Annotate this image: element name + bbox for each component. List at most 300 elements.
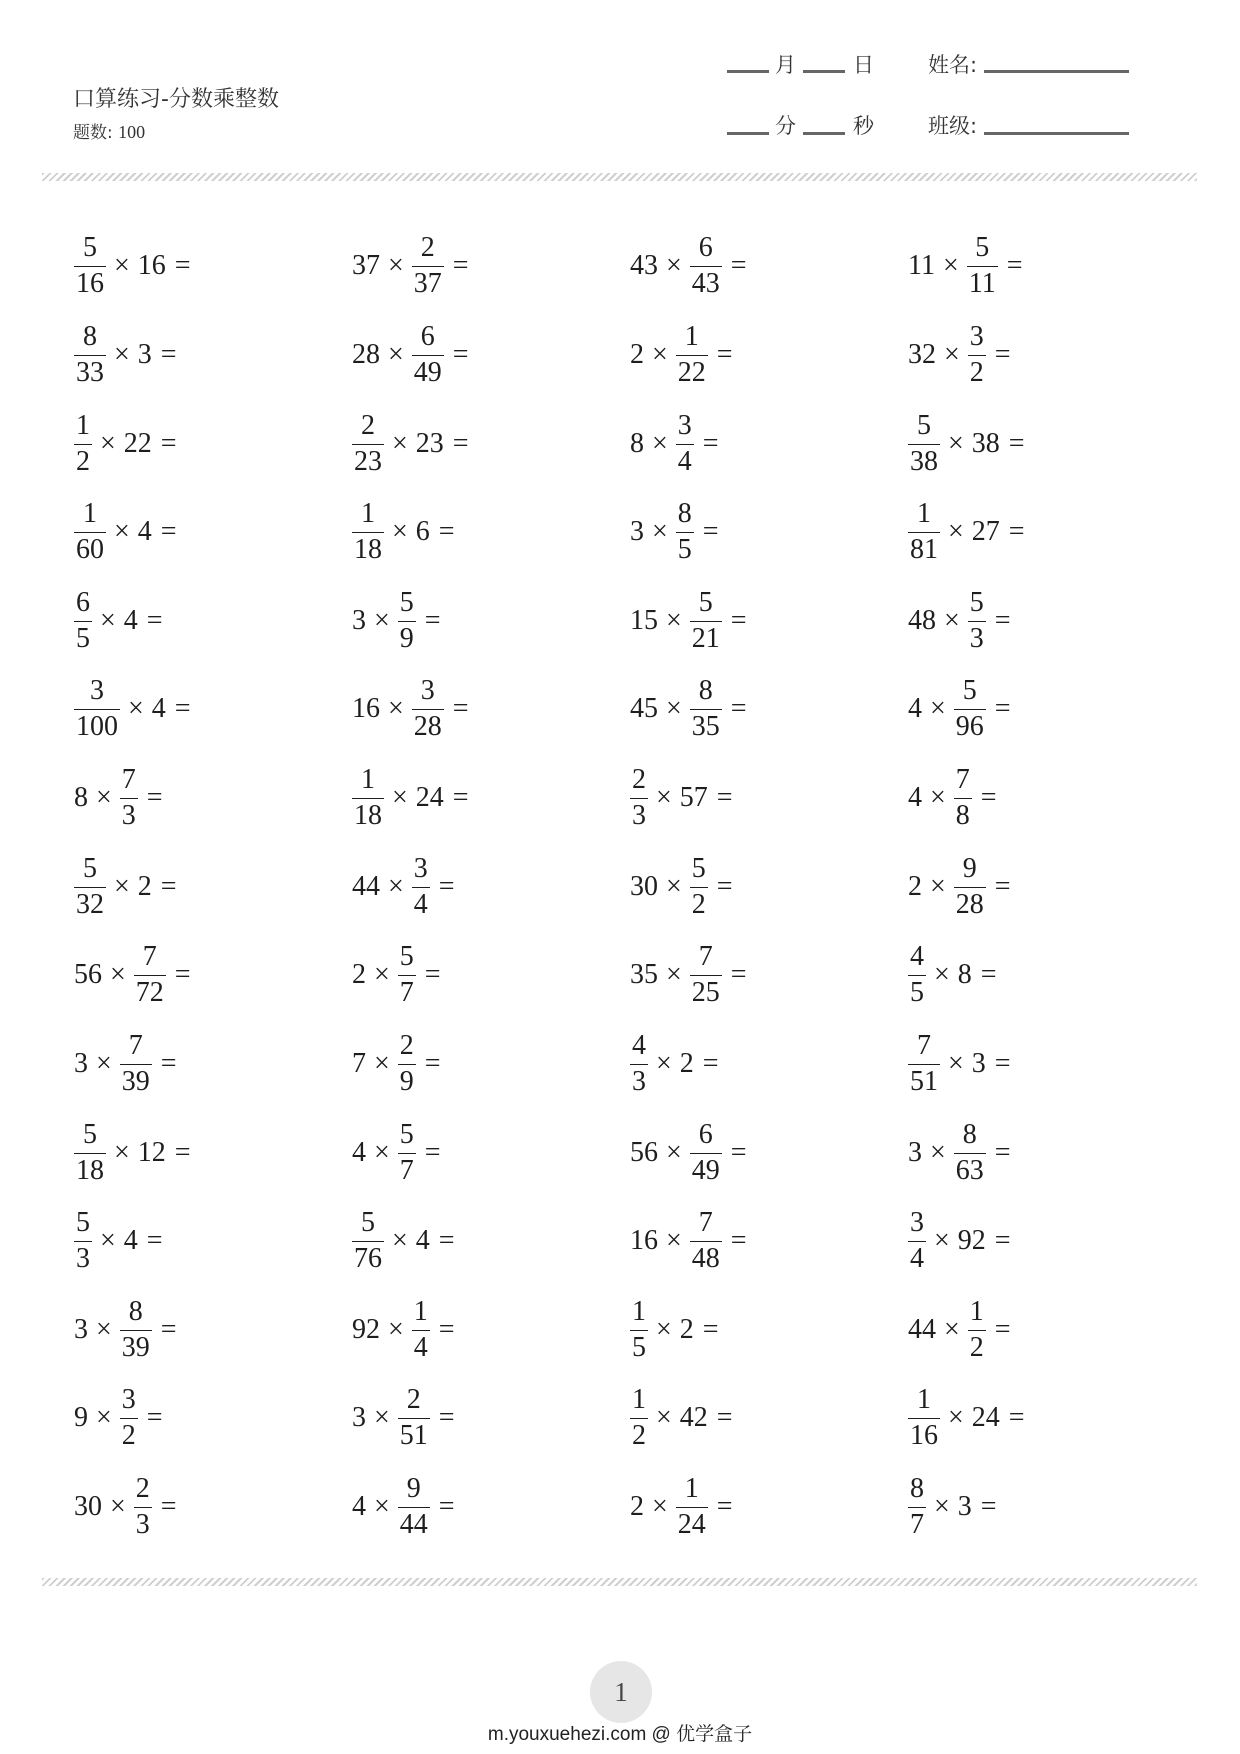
numerator: 2 (420, 232, 435, 264)
integer: 3 (352, 604, 366, 636)
problem (908, 488, 1186, 577)
fraction (398, 943, 416, 1007)
question-count-value: 100 (118, 122, 146, 142)
bottom-divider (42, 1578, 1197, 1586)
equals-sign: = (716, 338, 733, 370)
fraction (134, 943, 166, 1007)
times-sign: × (948, 1402, 964, 1434)
second-label: 秒 (853, 114, 874, 138)
fraction (676, 500, 694, 564)
times-sign: × (948, 516, 964, 548)
problem (74, 842, 352, 931)
denominator: 43 (691, 268, 720, 300)
integer: 4 (352, 1491, 366, 1523)
equals-sign: = (980, 959, 997, 991)
integer: 2 (679, 1313, 694, 1345)
denominator: 76 (354, 1243, 382, 1275)
times-sign: × (666, 1225, 682, 1257)
problem (630, 665, 908, 754)
times-sign: × (652, 338, 668, 370)
denominator: 3 (632, 800, 646, 832)
numerator: 5 (83, 852, 97, 884)
day-label: 日 (853, 53, 874, 77)
problem (74, 1197, 352, 1286)
class-blank (984, 132, 1129, 135)
second-blank (803, 132, 845, 135)
numerator: 1 (632, 1384, 646, 1416)
times-sign: × (96, 782, 112, 814)
problem (630, 1197, 908, 1286)
times-sign: × (392, 1225, 408, 1257)
month-blank (727, 70, 769, 73)
times-sign: × (666, 604, 682, 636)
numerator: 1 (361, 764, 375, 796)
equals-sign: = (424, 1136, 441, 1168)
times-sign: × (100, 1225, 116, 1257)
problem (630, 1020, 908, 1109)
problem (630, 1374, 908, 1463)
equals-sign: = (424, 959, 441, 991)
integer: 92 (957, 1225, 986, 1257)
integer: 43 (630, 250, 658, 282)
integer: 45 (630, 693, 658, 725)
numerator: 2 (632, 764, 646, 796)
times-sign: × (100, 604, 116, 636)
equals-sign: = (730, 250, 747, 282)
question-count-label: 题数: (73, 123, 113, 143)
numerator: 1 (917, 498, 931, 530)
times-sign: × (934, 1491, 950, 1523)
numerator: 6 (420, 320, 435, 352)
equals-sign: = (994, 1225, 1011, 1257)
equals-sign: = (424, 1047, 441, 1079)
times-sign: × (652, 1491, 668, 1523)
equals-sign: = (438, 516, 455, 548)
equals-sign: = (730, 604, 747, 636)
equals-sign: = (1006, 250, 1023, 282)
equals-sign: = (452, 338, 469, 370)
numerator: 3 (969, 320, 984, 352)
denominator: 11 (968, 268, 996, 300)
name-label: 姓名: (928, 53, 978, 77)
denominator: 72 (135, 977, 164, 1009)
times-sign: × (666, 1136, 682, 1168)
times-sign: × (114, 338, 130, 370)
fraction (968, 320, 986, 388)
problem (74, 311, 352, 400)
month-label: 月 (775, 53, 796, 77)
numerator: 2 (135, 1473, 150, 1505)
numerator: 8 (83, 320, 97, 352)
problem (908, 1374, 1186, 1463)
integer: 27 (971, 516, 1000, 548)
equals-sign: = (160, 870, 177, 902)
numerator: 2 (406, 1384, 421, 1416)
integer: 8 (957, 959, 972, 991)
problem (74, 931, 352, 1020)
fraction (134, 1475, 152, 1539)
denominator: 28 (955, 888, 984, 920)
denominator: 81 (910, 534, 938, 566)
denominator: 3 (632, 1065, 646, 1097)
denominator: 4 (677, 445, 692, 477)
numerator: 3 (677, 409, 692, 441)
times-sign: × (666, 693, 682, 725)
denominator: 2 (121, 1420, 136, 1452)
integer: 4 (137, 516, 152, 548)
times-sign: × (388, 338, 404, 370)
integer: 22 (123, 427, 152, 459)
integer: 3 (908, 1136, 922, 1168)
fraction (954, 766, 972, 830)
equals-sign: = (702, 1047, 719, 1079)
problem (908, 1286, 1186, 1375)
problem (630, 311, 908, 400)
problem (74, 1463, 352, 1552)
fraction (398, 1029, 416, 1097)
problem (74, 577, 352, 666)
fraction (120, 766, 138, 830)
numerator: 8 (677, 498, 692, 530)
problem (908, 754, 1186, 843)
numerator: 1 (917, 1384, 931, 1416)
equals-sign: = (174, 1136, 191, 1168)
numerator: 3 (121, 1384, 136, 1416)
integer: 57 (679, 782, 708, 814)
denominator: 44 (399, 1509, 428, 1541)
integer: 3 (74, 1047, 88, 1079)
problem (352, 577, 630, 666)
denominator: 3 (969, 622, 984, 654)
equals-sign: = (438, 1491, 455, 1523)
fraction (690, 943, 722, 1007)
equals-sign: = (174, 693, 191, 725)
integer: 8 (74, 782, 88, 814)
fraction (352, 409, 384, 477)
numerator: 5 (691, 852, 706, 884)
integer: 2 (630, 338, 644, 370)
fraction (412, 852, 430, 920)
page-number: 1 (590, 1661, 652, 1723)
times-sign: × (374, 1402, 390, 1434)
denominator: 18 (76, 1154, 104, 1186)
denominator: 3 (121, 800, 136, 832)
fraction (908, 500, 940, 564)
problem (352, 1020, 630, 1109)
numerator: 1 (684, 320, 699, 352)
numerator: 2 (399, 1029, 414, 1061)
integer: 44 (908, 1313, 936, 1345)
integer: 4 (908, 693, 922, 725)
problem (630, 754, 908, 843)
denominator: 3 (76, 1243, 90, 1275)
numerator: 7 (698, 1207, 713, 1239)
numerator: 5 (698, 586, 713, 618)
name-blank (984, 70, 1129, 73)
problem (74, 399, 352, 488)
numerator: 1 (83, 498, 97, 530)
equals-sign: = (1008, 1402, 1025, 1434)
denominator: 51 (910, 1065, 938, 1097)
denominator: 96 (955, 711, 984, 743)
denominator: 5 (910, 977, 924, 1009)
fraction (908, 1209, 926, 1273)
integer: 32 (908, 338, 936, 370)
equals-sign: = (980, 1491, 997, 1523)
fraction (676, 320, 708, 388)
numerator: 3 (413, 852, 428, 884)
denominator: 49 (413, 356, 442, 388)
denominator: 25 (691, 977, 720, 1009)
equals-sign: = (452, 250, 469, 282)
integer: 37 (352, 250, 380, 282)
integer: 42 (679, 1402, 708, 1434)
times-sign: × (114, 516, 130, 548)
integer: 4 (908, 782, 922, 814)
times-sign: × (388, 1313, 404, 1345)
integer: 92 (352, 1313, 380, 1345)
numerator: 5 (399, 1118, 414, 1150)
fraction (690, 586, 722, 654)
integer: 16 (630, 1225, 658, 1257)
fraction (74, 234, 106, 298)
problem (908, 1197, 1186, 1286)
numerator: 8 (910, 1473, 924, 1505)
equals-sign: = (994, 693, 1011, 725)
equals-sign: = (716, 782, 733, 814)
fraction (908, 943, 926, 1007)
times-sign: × (114, 250, 130, 282)
problem (908, 931, 1186, 1020)
problem (908, 222, 1186, 311)
times-sign: × (114, 870, 130, 902)
times-sign: × (392, 782, 408, 814)
fraction (398, 1118, 416, 1186)
problem (352, 488, 630, 577)
numerator: 1 (684, 1473, 699, 1505)
denominator: 32 (76, 888, 104, 920)
integer: 7 (352, 1047, 366, 1079)
problem (352, 1286, 630, 1375)
numerator: 6 (698, 232, 713, 264)
equals-sign: = (438, 1225, 455, 1257)
equals-sign: = (174, 250, 191, 282)
integer: 8 (630, 427, 644, 459)
equals-sign: = (730, 1225, 747, 1257)
denominator: 49 (691, 1154, 720, 1186)
equals-sign: = (994, 338, 1011, 370)
numerator: 4 (910, 941, 924, 973)
fraction (908, 409, 940, 477)
equals-sign: = (146, 782, 163, 814)
integer: 4 (352, 1136, 366, 1168)
problem (630, 577, 908, 666)
denominator: 39 (121, 1065, 150, 1097)
integer: 12 (137, 1136, 166, 1168)
problem (352, 222, 630, 311)
numerator: 3 (420, 675, 435, 707)
integer: 28 (352, 338, 380, 370)
problem (908, 842, 1186, 931)
fraction (352, 500, 384, 564)
numerator: 1 (632, 1295, 646, 1327)
problem (352, 1374, 630, 1463)
times-sign: × (110, 959, 126, 991)
integer: 4 (123, 604, 138, 636)
times-sign: × (930, 693, 946, 725)
integer: 4 (151, 693, 166, 725)
times-sign: × (388, 693, 404, 725)
integer: 56 (74, 959, 102, 991)
denominator: 16 (910, 1420, 938, 1452)
problem (352, 311, 630, 400)
integer: 2 (352, 959, 366, 991)
equals-sign: = (994, 604, 1011, 636)
fraction (120, 1295, 152, 1363)
numerator: 7 (698, 941, 713, 973)
fraction (352, 1209, 384, 1273)
times-sign: × (656, 782, 672, 814)
equals-sign: = (424, 604, 441, 636)
numerator: 1 (361, 498, 375, 530)
times-sign: × (944, 338, 960, 370)
numerator: 5 (399, 941, 414, 973)
equals-sign: = (716, 1491, 733, 1523)
problem (630, 842, 908, 931)
problem (908, 577, 1186, 666)
times-sign: × (930, 870, 946, 902)
times-sign: × (96, 1402, 112, 1434)
fraction (630, 1386, 648, 1450)
denominator: 37 (413, 268, 442, 300)
equals-sign: = (716, 1402, 733, 1434)
equals-sign: = (730, 1136, 747, 1168)
denominator: 3 (135, 1509, 150, 1541)
integer: 3 (957, 1491, 972, 1523)
numerator: 1 (76, 409, 90, 441)
times-sign: × (388, 870, 404, 902)
fraction (412, 234, 444, 298)
equals-sign: = (452, 693, 469, 725)
fraction (954, 852, 986, 920)
denominator: 28 (413, 711, 442, 743)
problem (908, 399, 1186, 488)
equals-sign: = (174, 959, 191, 991)
denominator: 9 (399, 622, 414, 654)
question-count (73, 121, 145, 144)
times-sign: × (944, 604, 960, 636)
times-sign: × (374, 604, 390, 636)
fraction (74, 1209, 92, 1273)
denominator: 18 (354, 800, 382, 832)
times-sign: × (652, 427, 668, 459)
denominator: 21 (691, 622, 720, 654)
times-sign: × (392, 516, 408, 548)
denominator: 5 (632, 1331, 646, 1363)
fraction (954, 677, 986, 741)
times-sign: × (100, 427, 116, 459)
numerator: 1 (969, 1295, 984, 1327)
denominator: 7 (399, 977, 414, 1009)
integer: 2 (679, 1047, 694, 1079)
problem (352, 754, 630, 843)
equals-sign: = (438, 1313, 455, 1345)
numerator: 6 (76, 586, 90, 618)
class-label: 班级: (928, 114, 978, 138)
numerator: 9 (962, 852, 977, 884)
fraction (74, 320, 106, 388)
equals-sign: = (160, 516, 177, 548)
minute-label: 分 (775, 114, 796, 138)
denominator: 24 (677, 1509, 706, 1541)
equals-sign: = (160, 1491, 177, 1523)
integer: 11 (908, 250, 935, 282)
problem (74, 1020, 352, 1109)
denominator: 7 (910, 1509, 924, 1541)
denominator: 22 (677, 356, 706, 388)
times-sign: × (656, 1313, 672, 1345)
times-sign: × (652, 516, 668, 548)
equals-sign: = (146, 1225, 163, 1257)
equals-sign: = (160, 427, 177, 459)
times-sign: × (948, 427, 964, 459)
fraction (690, 234, 722, 298)
denominator: 5 (76, 622, 90, 654)
denominator: 4 (413, 888, 428, 920)
integer: 6 (415, 516, 430, 548)
equals-sign: = (994, 1313, 1011, 1345)
numerator: 5 (969, 586, 984, 618)
equals-sign: = (452, 782, 469, 814)
numerator: 5 (361, 1207, 375, 1239)
numerator: 5 (76, 1207, 90, 1239)
integer: 48 (908, 604, 936, 636)
fraction (74, 852, 106, 920)
problem (74, 1286, 352, 1375)
numerator: 7 (142, 941, 157, 973)
equals-sign: = (716, 870, 733, 902)
times-sign: × (96, 1047, 112, 1079)
fraction (74, 1118, 106, 1186)
numerator: 7 (128, 1029, 143, 1061)
equals-sign: = (1008, 516, 1025, 548)
top-divider (42, 173, 1197, 181)
denominator: 48 (691, 1243, 720, 1275)
fraction (968, 1295, 986, 1363)
equals-sign: = (146, 604, 163, 636)
times-sign: × (934, 1225, 950, 1257)
integer: 3 (971, 1047, 986, 1079)
denominator: 5 (677, 534, 692, 566)
denominator: 63 (955, 1154, 984, 1186)
times-sign: × (930, 1136, 946, 1168)
integer: 16 (137, 250, 166, 282)
integer: 35 (630, 959, 658, 991)
times-sign: × (374, 959, 390, 991)
fraction (398, 1386, 430, 1450)
times-sign: × (96, 1313, 112, 1345)
integer: 3 (137, 338, 152, 370)
problem (908, 1108, 1186, 1197)
numerator: 1 (413, 1295, 428, 1327)
numerator: 9 (406, 1473, 421, 1505)
times-sign: × (930, 782, 946, 814)
problem (74, 754, 352, 843)
numerator: 4 (632, 1029, 646, 1061)
times-sign: × (374, 1491, 390, 1523)
problem (74, 665, 352, 754)
problem (352, 1463, 630, 1552)
